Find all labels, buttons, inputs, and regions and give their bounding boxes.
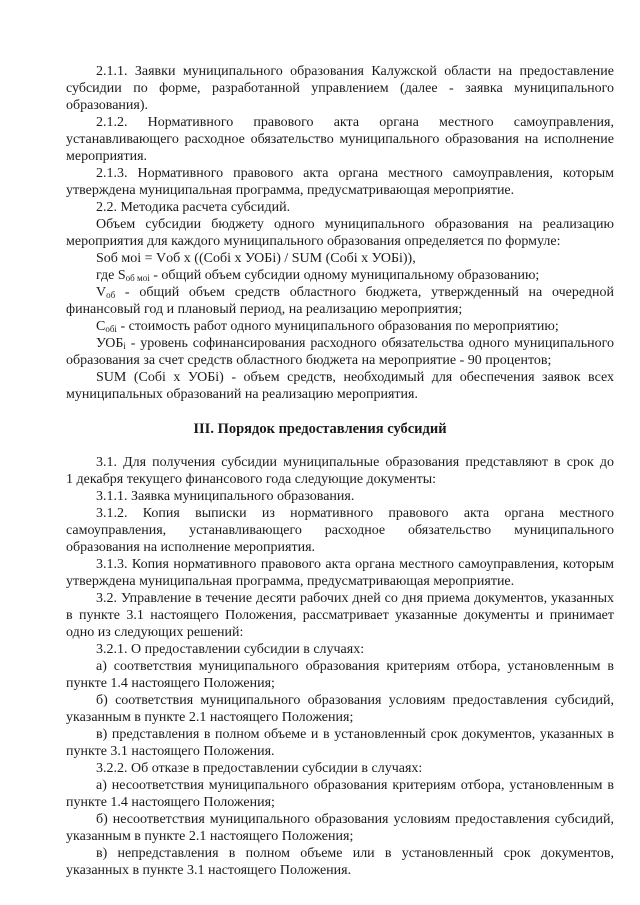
text-line: 2.1.3. Нормативного правового акта органа местного самоуправления, которым (96, 166, 614, 181)
text-line: утверждена муниципальная программа, предусматривающая мероприятие. (66, 183, 515, 198)
formula-line: Sоб моі = Vоб х ((Cобі х УОБі) / SUM (Cобі х УОБі)), (96, 251, 416, 266)
text-fragment: где S (96, 268, 126, 283)
text-line: самоуправления, устанавливающего расходное обязательство муниципального (66, 523, 614, 538)
text-line: 3.2.2. Об отказе в предоставлении субсидии в случаях: (96, 761, 423, 776)
subscript: обі (105, 324, 117, 334)
text-line: 2.2. Методика расчета субсидий. (96, 200, 291, 215)
text-line (96, 267, 539, 285)
text-line (96, 284, 614, 302)
text-fragment: - уровень софинансирования расходного обязательства одного муниципального (125, 336, 614, 351)
text-line: указанных в пункте 3.1 настоящего Положения. (66, 863, 352, 878)
text-line: образования). (66, 98, 149, 113)
text-line: в) непредставления в полном объеме или в установленный срок документов, (96, 846, 614, 861)
text-line: 3.1.1. Заявка муниципального образования. (96, 489, 355, 504)
text-line (96, 318, 559, 336)
text-line: 1 декабря текущего финансового года следующие документы: (66, 472, 437, 487)
text-fragment: C (96, 319, 106, 334)
text-line: образования за счет средств областного бюджета на мероприятие - 90 процентов; (66, 353, 552, 368)
text-line: финансовый год и плановый период, на реализацию мероприятия; (66, 302, 463, 317)
text-line: субсидии по форме, разработанной управлением (далее - заявка муниципального (66, 81, 614, 96)
text-line: 3.2.1. О предоставлении субсидии в случаях: (96, 642, 365, 657)
text-line: в пункте 3.1 настоящего Положения, рассматривает указанные документы и принимает (66, 608, 614, 623)
text-line: пункте 1.4 настоящего Положения; (66, 676, 275, 691)
text-line: мероприятия. (66, 149, 148, 164)
text-line: 3.2. Управление в течение десяти рабочих дней со дня приема документов, указанных (96, 591, 614, 606)
text-fragment: - общий объем субсидии одному муниципальному образованию; (149, 268, 540, 283)
subscript: і (123, 341, 126, 351)
text-line: указанным в пункте 2.1 настоящего Положения; (66, 829, 354, 844)
text-line: мероприятия для каждого муниципального образования определяется по формуле: (66, 234, 561, 249)
text-line: б) несоответствия муниципального образования условиям предоставления субсидий, (96, 812, 614, 827)
text-line: SUM (Cобі х УОБі) - объем средств, необходимый для обеспечения заявок всех (96, 370, 614, 385)
text-fragment: - общий объем средств областного бюджета, утвержденный на очередной (115, 285, 614, 300)
text-line: одно из следующих решений: (66, 625, 244, 640)
text-line (96, 335, 614, 353)
text-line: Объем субсидии бюджету одного муниципального образования на реализацию (96, 217, 614, 232)
text-line: указанным в пункте 2.1 настоящего Положения; (66, 710, 354, 725)
text-line: пункте 1.4 настоящего Положения; (66, 795, 275, 810)
text-fragment: УОБ (96, 336, 124, 351)
section-heading: III. Порядок предоставления субсидий (193, 421, 447, 437)
text-line: а) соответствия муниципального образования критериям отбора, установленным в (96, 659, 614, 674)
subscript: об (106, 290, 116, 300)
text-line: б) соответствия муниципального образования условиям предоставления субсидий, (96, 693, 614, 708)
text-line: а) несоответствия муниципального образования критериям отбора, установленным в (96, 778, 614, 793)
text-line: 3.1. Для получения субсидии муниципальные образования представляют в срок до (96, 455, 614, 470)
text-fragment: - стоимость работ одного муниципального образования по мероприятию; (116, 319, 559, 334)
text-line: 3.1.2. Копия выписки из нормативного правового акта органа местного (96, 506, 614, 521)
text-line: образования на исполнение мероприятия. (66, 540, 316, 555)
text-line: в) представления в полном объеме и в установленный срок документов, указанных в (96, 727, 614, 742)
text-line: муниципальных образований на реализацию мероприятия. (66, 387, 418, 402)
text-line: 3.1.3. Копия нормативного правового акта органа местного самоуправления, которым (96, 557, 614, 572)
text-line: 2.1.2. Нормативного правового акта органа местного самоуправления, (96, 115, 614, 130)
text-line: пункте 3.1 настоящего Положения. (66, 744, 275, 759)
text-line: утверждена муниципальная программа, предусматривающая мероприятие. (66, 574, 515, 589)
text-fragment: V (96, 285, 107, 300)
subscript: об моі (125, 273, 150, 283)
text-line: 2.1.1. Заявки муниципального образования Калужской области на предоставление (96, 64, 614, 79)
text-line: устанавливающего расходное обязательство муниципального образования на исполнение (66, 132, 614, 147)
